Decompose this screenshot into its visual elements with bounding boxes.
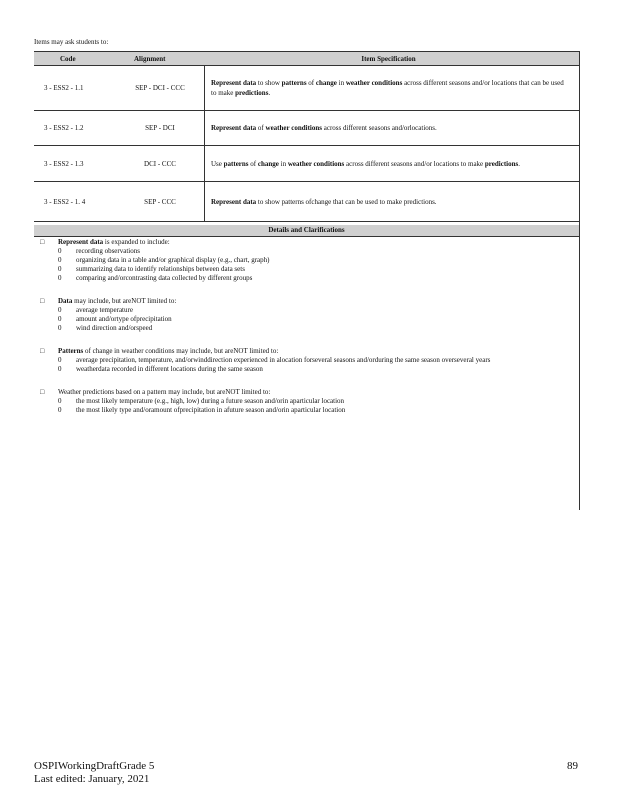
spec-part: of <box>306 79 316 87</box>
spec-bold: change <box>257 159 279 168</box>
spec-bold: change <box>315 79 337 87</box>
details-lead-text <box>58 297 176 306</box>
details-lead-rest: Weather predictions based on a pattern may include, but areNOT limited to: <box>58 388 271 396</box>
spec-text <box>211 197 437 207</box>
square-bullet-icon: □ <box>40 347 45 355</box>
details-lead-bold: Patterns <box>58 347 84 355</box>
spec-text <box>211 123 437 133</box>
table-row <box>34 182 579 222</box>
circle-bullet-icon: 0 <box>58 315 62 323</box>
spec-text <box>211 159 520 169</box>
square-bullet-icon: □ <box>40 297 45 305</box>
circle-bullet-icon: 0 <box>58 265 62 273</box>
list-item <box>40 397 570 406</box>
details-section <box>40 238 570 283</box>
list-item-text: average temperature <box>76 306 133 314</box>
details-section <box>40 388 570 415</box>
spec-part: across different seasons and/or locations that can be used to make <box>211 79 564 97</box>
details-and-clarifications <box>40 238 570 429</box>
spec-part: . <box>268 89 271 97</box>
list-item-text: amount and/ortype ofprecipitation <box>76 315 172 323</box>
details-lead-rest: is expanded to include: <box>103 238 170 246</box>
list-item-text: wind direction and/orspeed <box>76 324 153 332</box>
list-item-text: weatherdata recorded in different locations during the same season <box>76 365 263 373</box>
spec-part: in <box>336 79 346 87</box>
details-lead-text <box>58 238 170 247</box>
list-item <box>40 356 570 365</box>
spec-bold: weather conditions <box>265 124 322 132</box>
row-alignment: SEP - DCI <box>145 124 175 132</box>
square-bullet-icon: □ <box>40 388 45 396</box>
row-specification <box>204 182 579 221</box>
list-item-text: recording observations <box>76 247 140 255</box>
row-alignment: DCI - CCC <box>144 159 176 168</box>
details-section <box>40 347 570 374</box>
row-alignment: SEP - DCI - CCC <box>135 84 185 92</box>
list-item <box>40 365 570 374</box>
list-item <box>40 274 570 283</box>
list-item-text: average precipitation, temperature, and/orwinddirection experienced in alocation forseveral seasons and/orduring the same season overseveral years <box>76 356 491 364</box>
spec-bold: Represent data <box>211 124 257 132</box>
header-alignment: Alignment <box>134 54 166 63</box>
list-item-text: summarizing data to identify relationships between data sets <box>76 265 245 273</box>
details-lead <box>40 347 570 356</box>
spec-part: . <box>518 159 520 168</box>
spec-part: to show patterns ofchange that can be used to make predictions. <box>256 197 437 206</box>
footer-draft-label: OSPIWorkingDraftGrade 5 <box>34 760 155 772</box>
details-lead-bold: Data <box>58 297 73 305</box>
intro-text: Items may ask students to: <box>34 38 109 46</box>
details-lead-rest: of change in weather conditions may include, but areNOT limited to: <box>83 347 279 355</box>
spec-bold: weather conditions <box>345 79 403 87</box>
list-item <box>40 256 570 265</box>
circle-bullet-icon: 0 <box>58 324 62 332</box>
row-specification <box>204 111 579 145</box>
table-row <box>34 146 579 182</box>
details-lead-rest: may include, but areNOT limited to: <box>72 297 177 305</box>
circle-bullet-icon: 0 <box>58 356 62 364</box>
circle-bullet-icon: 0 <box>58 256 62 264</box>
circle-bullet-icon: 0 <box>58 274 62 282</box>
row-specification <box>204 146 579 181</box>
spec-part: of <box>256 124 266 132</box>
spec-bold: predictions <box>484 159 519 168</box>
list-item <box>40 324 570 333</box>
list-item <box>40 247 570 256</box>
spec-part: in <box>278 159 288 168</box>
list-item <box>40 265 570 274</box>
row-alignment: SEP - CCC <box>144 197 176 206</box>
details-lead <box>40 238 570 247</box>
circle-bullet-icon: 0 <box>58 306 62 314</box>
header-code: Code <box>60 54 76 63</box>
details-lead <box>40 388 570 397</box>
row-code: 3 - ESS2 - 1. 4 <box>44 197 86 206</box>
spec-part: of <box>248 159 258 168</box>
spec-bold: patterns <box>281 79 307 87</box>
circle-bullet-icon: 0 <box>58 365 62 373</box>
circle-bullet-icon: 0 <box>58 397 62 405</box>
details-section <box>40 297 570 333</box>
spec-part: to show <box>256 79 282 87</box>
spec-bold: predictions <box>235 89 269 97</box>
item-specification-table <box>34 51 579 222</box>
row-code: 3 - ESS2 - 1.1 <box>44 84 84 92</box>
spec-part: across different seasons and/orlocations. <box>321 124 437 132</box>
spec-bold: patterns <box>223 159 249 168</box>
row-code: 3 - ESS2 - 1.3 <box>44 159 84 168</box>
header-item-specification: Item Specification <box>361 54 416 63</box>
footer-last-edited: Last edited: January, 2021 <box>34 773 150 785</box>
table-row <box>34 111 579 146</box>
row-specification <box>204 66 579 110</box>
spec-text <box>211 78 569 98</box>
table-row <box>34 66 579 111</box>
list-item <box>40 406 570 415</box>
list-item-text: the most likely temperature (e.g., high, low) during a future season and/orin aparticular location <box>76 397 345 405</box>
details-header: Details and Clarifications <box>34 225 579 237</box>
circle-bullet-icon: 0 <box>58 247 62 255</box>
list-item <box>40 315 570 324</box>
details-lead <box>40 297 570 306</box>
details-lead-bold: Represent data <box>58 238 104 246</box>
circle-bullet-icon: 0 <box>58 406 62 414</box>
spec-bold: weather conditions <box>287 159 345 168</box>
spec-bold: Represent data <box>211 79 257 87</box>
details-lead-text <box>58 347 278 356</box>
spec-part: across different seasons and/or locations to make <box>344 159 485 168</box>
list-item <box>40 306 570 315</box>
list-item-text: the most likely type and/oramount ofprecipitation in afuture season and/orin aparticular location <box>76 406 346 414</box>
footer <box>34 760 154 786</box>
spec-part: Use <box>211 159 224 168</box>
row-code: 3 - ESS2 - 1.2 <box>44 124 84 132</box>
table-right-border <box>579 51 580 510</box>
list-item-text: comparing and/orcontrasting data collected by different groups <box>76 274 253 282</box>
list-item-text: organizing data in a table and/or graphical display (e.g., chart, graph) <box>76 256 270 264</box>
table-header-row <box>34 51 579 66</box>
page-number: 89 <box>567 760 578 772</box>
spec-bold: Represent data <box>211 197 257 206</box>
square-bullet-icon: □ <box>40 238 45 246</box>
details-lead-text <box>58 388 270 397</box>
